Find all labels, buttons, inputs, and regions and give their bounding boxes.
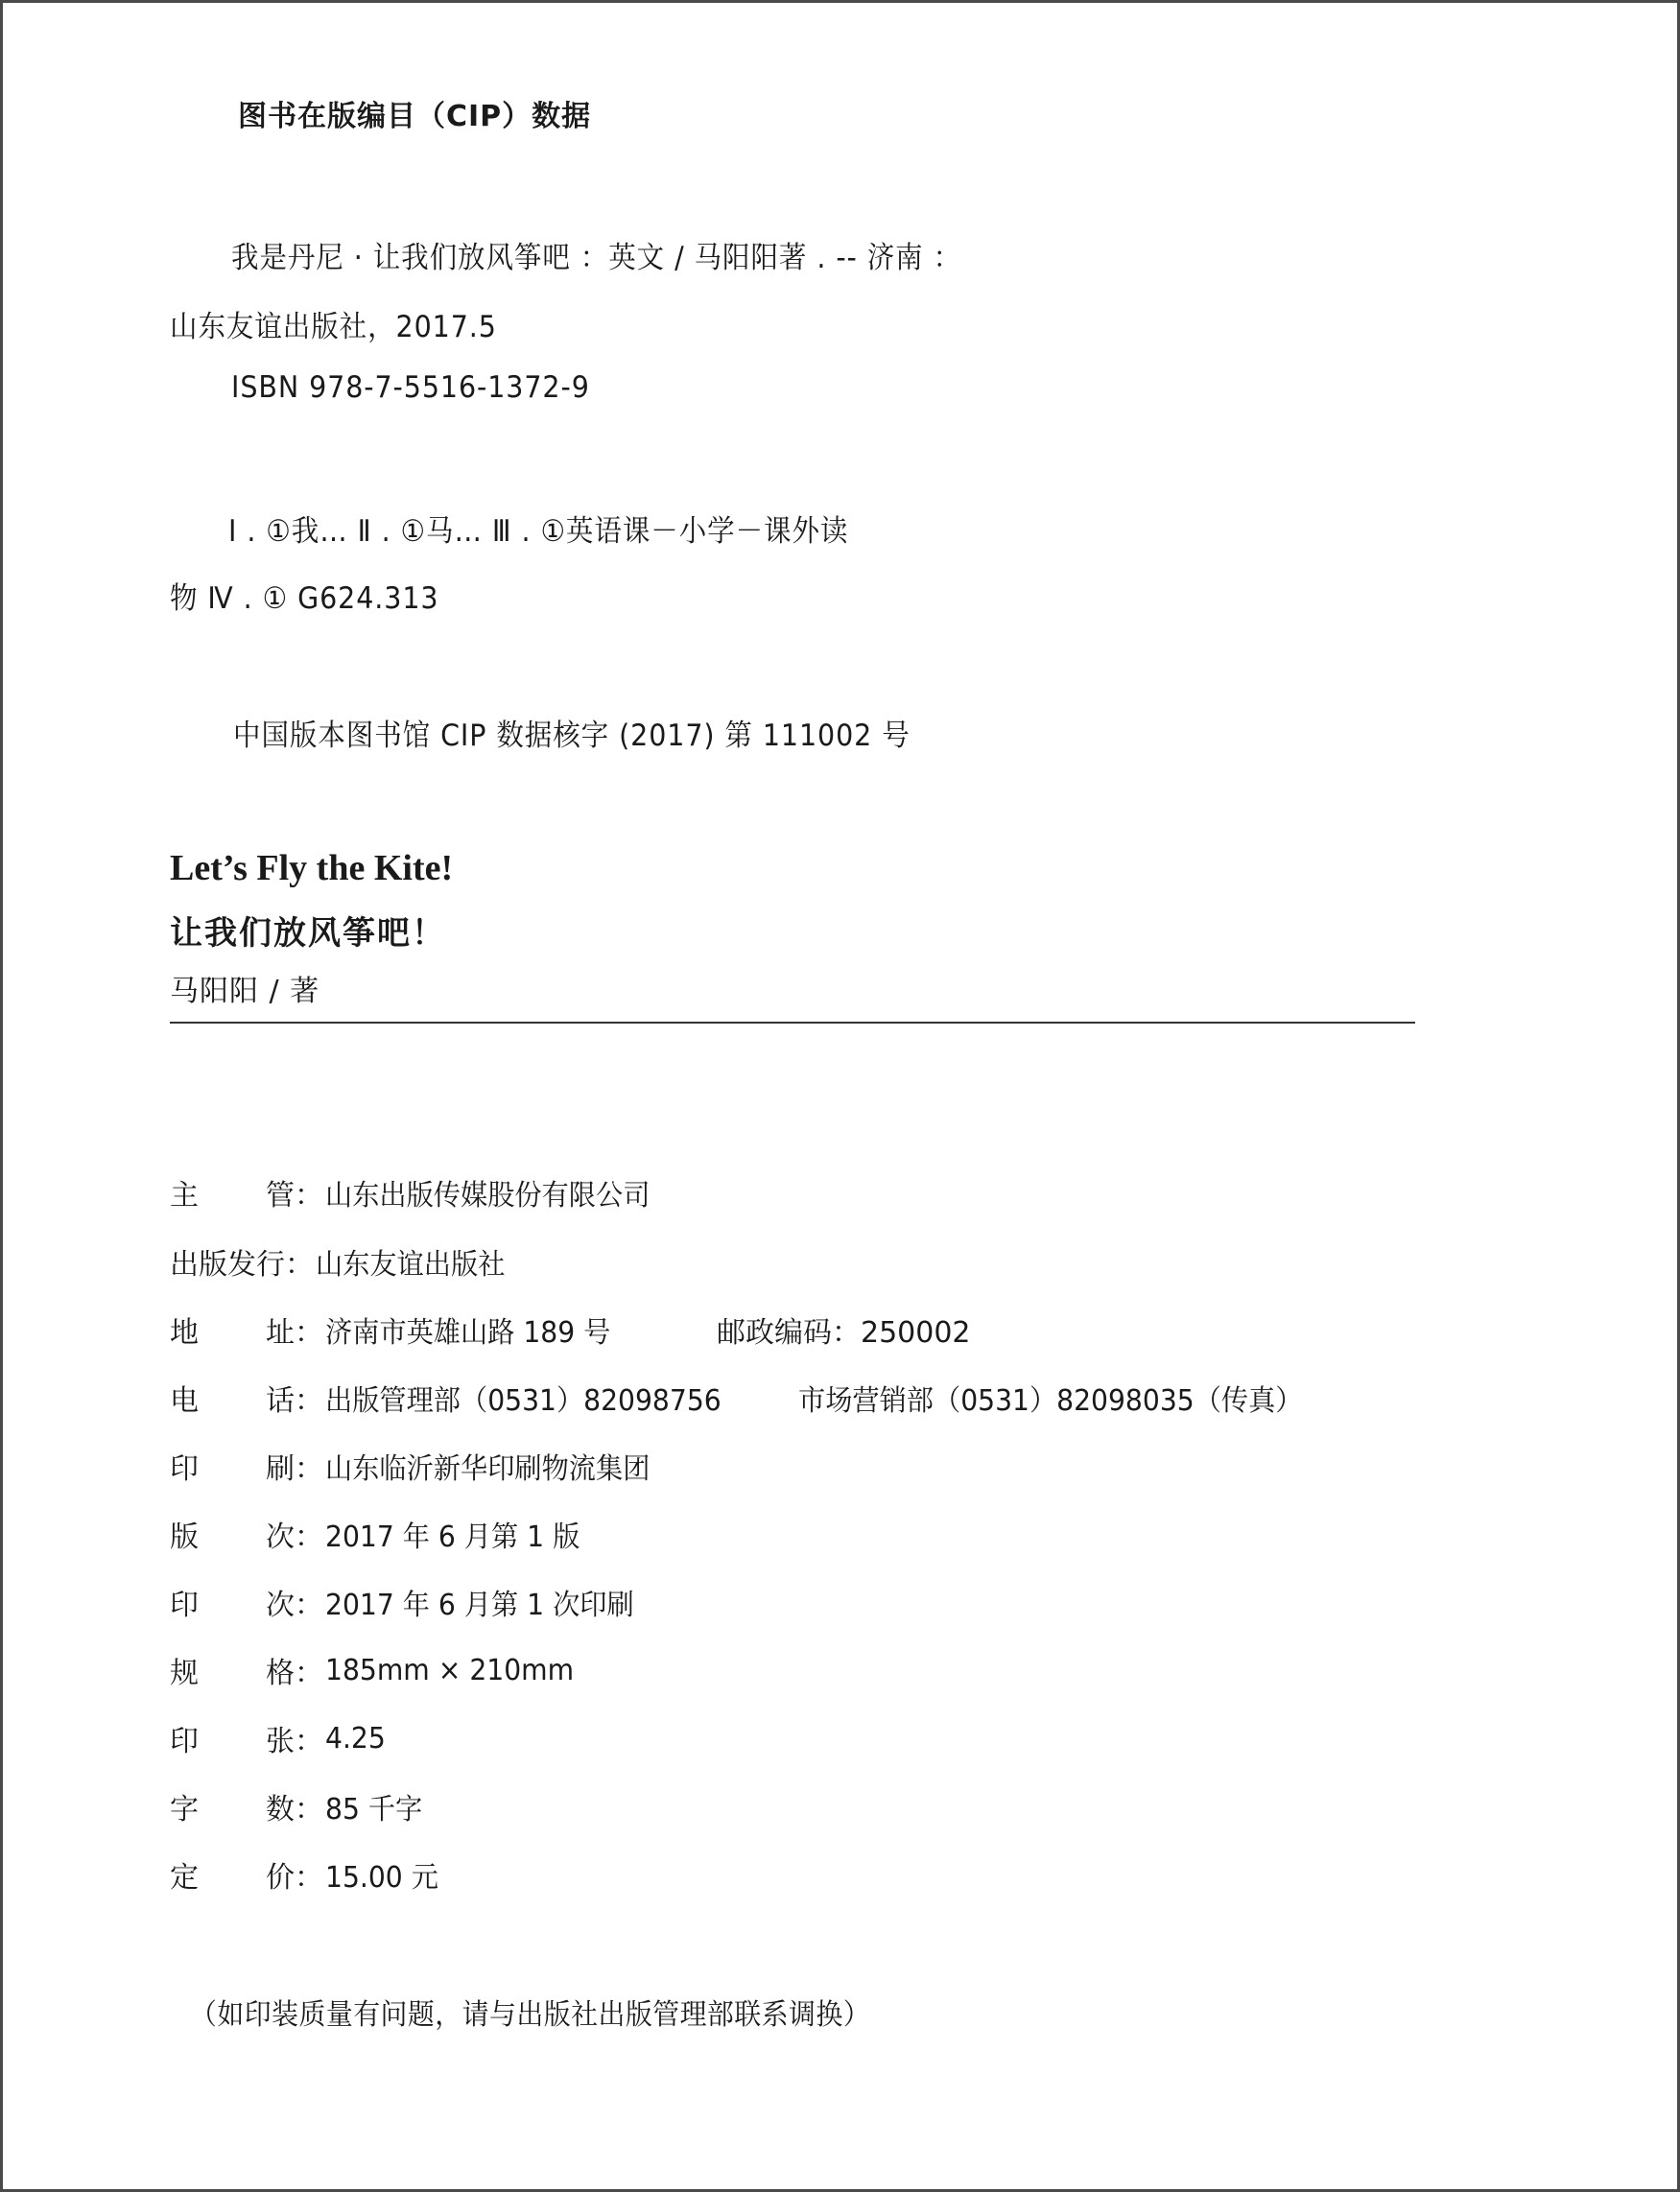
info-colon: ： bbox=[295, 1384, 323, 1418]
info-value: 2017 年 6 月第 1 版 bbox=[325, 1520, 580, 1554]
info-label: 印 bbox=[170, 1589, 199, 1622]
info-label: 价 bbox=[266, 1861, 295, 1895]
info-row-format bbox=[170, 1651, 590, 1689]
info-colon: ： bbox=[295, 1657, 323, 1690]
info-label: 主 bbox=[170, 1179, 199, 1213]
info-label: 印 bbox=[170, 1725, 199, 1758]
info-label: 版 bbox=[170, 1520, 199, 1554]
info-value: 185mm × 210mm bbox=[325, 1653, 575, 1687]
info-value: 4.25 bbox=[325, 1721, 386, 1756]
cip-publisher-line: 山东友谊出版社，2017.5 bbox=[170, 310, 497, 344]
info-label: 规 bbox=[170, 1657, 199, 1690]
info-row-printing bbox=[170, 1583, 653, 1621]
cip-classification-line: 物 Ⅳ . ① G624.313 bbox=[170, 581, 439, 616]
info-label: 话 bbox=[266, 1384, 295, 1418]
info-label: 出版发行 bbox=[170, 1248, 285, 1282]
info-colon: ： bbox=[295, 1793, 323, 1827]
info-value: 出版管理部（0531）82098756 bbox=[325, 1384, 722, 1418]
info-row-supervisor bbox=[170, 1173, 671, 1212]
info-label: 印 bbox=[170, 1452, 199, 1486]
info-label: 字 bbox=[170, 1793, 199, 1827]
info-colon: ： bbox=[295, 1316, 323, 1350]
info-value: 15.00 元 bbox=[325, 1861, 438, 1895]
info-value: 2017 年 6 月第 1 次印刷 bbox=[325, 1589, 634, 1622]
info-colon: ： bbox=[295, 1725, 323, 1758]
info-row-phone bbox=[170, 1379, 1303, 1418]
marketing-phone: 市场营销部（0531）82098035（传真） bbox=[798, 1384, 1303, 1418]
info-label: 数 bbox=[266, 1793, 295, 1827]
info-colon: ： bbox=[295, 1589, 323, 1622]
info-label: 址 bbox=[266, 1316, 295, 1350]
info-value: 山东出版传媒股份有限公司 bbox=[325, 1179, 651, 1213]
info-label: 地 bbox=[170, 1316, 199, 1350]
info-label: 格 bbox=[266, 1657, 295, 1690]
book-title-chinese: 让我们放风筝吧！ bbox=[170, 914, 446, 953]
info-colon: ： bbox=[295, 1861, 323, 1895]
info-colon: ： bbox=[285, 1248, 314, 1282]
info-colon: ： bbox=[295, 1452, 323, 1486]
info-row-publisher bbox=[170, 1242, 517, 1281]
info-row-word-count bbox=[170, 1787, 429, 1826]
info-value: 山东临沂新华印刷物流集团 bbox=[325, 1452, 651, 1486]
info-value: 济南市英雄山路 189 号 bbox=[325, 1316, 611, 1350]
info-row-address bbox=[170, 1310, 971, 1350]
info-colon: ： bbox=[295, 1179, 323, 1213]
info-label: 刷 bbox=[266, 1452, 295, 1486]
info-label: 次 bbox=[266, 1589, 295, 1622]
info-label: 定 bbox=[170, 1861, 199, 1895]
info-row-price bbox=[170, 1855, 445, 1894]
info-row-edition bbox=[170, 1515, 596, 1553]
info-label: 电 bbox=[170, 1384, 199, 1418]
cip-approval-number: 中国版本图书馆 CIP 数据核字 (2017) 第 111002 号 bbox=[233, 719, 911, 753]
info-value: 山东友谊出版社 bbox=[316, 1248, 506, 1282]
cip-title-line: 我是丹尼 · 让我们放风筝吧 ：英文 / 马阳阳著 . -- 济南 ： bbox=[231, 241, 962, 275]
divider-rule bbox=[170, 1022, 1415, 1024]
book-title-english: Let’s Fly the Kite! bbox=[170, 848, 454, 888]
book-author: 马阳阳 / 著 bbox=[170, 975, 320, 1008]
info-value: 85 千字 bbox=[325, 1793, 423, 1827]
quality-note: （如印装质量有问题，请与出版社出版管理部联系调换） bbox=[190, 1998, 871, 2032]
info-row-sheets bbox=[170, 1719, 390, 1757]
cip-heading: 图书在版编目（CIP）数据 bbox=[238, 100, 592, 133]
info-label: 管 bbox=[266, 1179, 295, 1213]
info-colon: ： bbox=[295, 1520, 323, 1554]
cip-isbn-line: ISBN 978-7-5516-1372-9 bbox=[231, 370, 590, 405]
info-label: 张 bbox=[266, 1725, 295, 1758]
cip-subject-line: Ⅰ . ①我… Ⅱ . ①马… Ⅲ . ①英语课－小学－课外读 bbox=[228, 514, 849, 549]
info-label: 次 bbox=[266, 1520, 295, 1554]
postal-code: 邮政编码：250002 bbox=[717, 1316, 971, 1350]
info-row-printer bbox=[170, 1447, 671, 1485]
